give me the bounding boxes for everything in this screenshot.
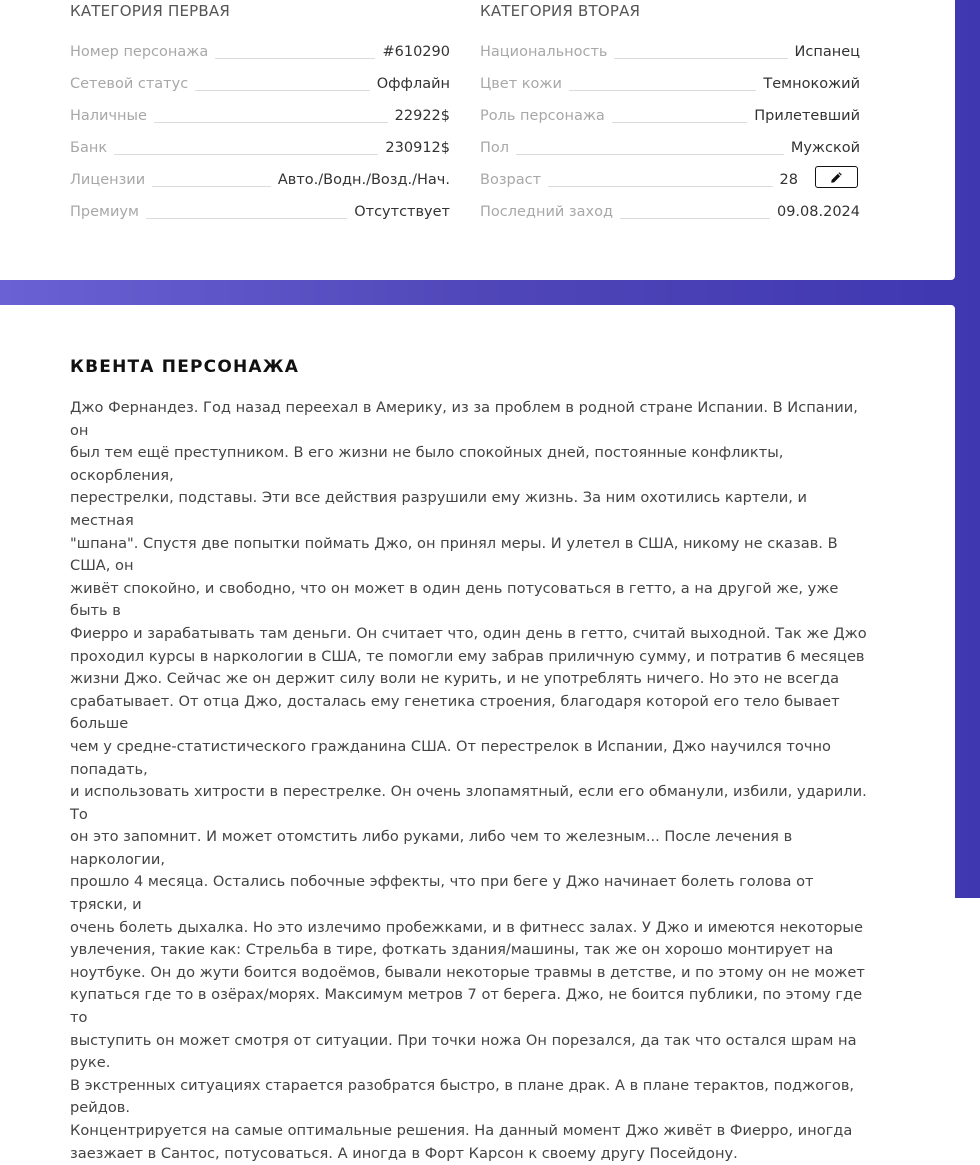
dotted-divider <box>612 121 747 123</box>
stat-row-network-status <box>70 70 450 92</box>
stat-value: 22922$ <box>394 108 450 124</box>
stat-label: Национальность <box>480 44 608 60</box>
dotted-divider <box>195 89 370 91</box>
stat-row-bank <box>70 134 450 156</box>
stats-card <box>0 0 955 280</box>
stat-value: Отсутствует <box>354 204 450 220</box>
stat-value: 28 <box>779 172 798 188</box>
dotted-divider <box>620 217 770 219</box>
lore-text: Джо Фернандез. Год назад переехал в Америку, из за проблем в родной стране Испании. В Испании, он был тем ещё преступником. В его жизни не было спокойных дней, постоянные конфликты, оскорбления, перестрелки, подставы. Эти все действия разрушили ему жизнь. За ним охотились картели, и местная "шпана". Спустя две попытки поймать Джо, он принял меры. И улетел в США, никому не сказав. В США, он живёт спокойно, и свободно, что он может в один день потусоваться в гетто, а на другой же, уже быть в Фиерро и зарабатывать там деньги. Он считает что, один день в гетто, считай выходной. Так же Джо проходил курсы в наркологии в США, те помогли ему забрав приличную сумму, и потратив 6 месяцев жизни Джо. Сейчас же он держит силу воли не курить, и не употреблять ничего. Но это не всегда срабатывает. От отца Джо, досталась ему генетика строения, благодаря которой его тело бывает больше чем у средне-статистического гражданина США. От перестрелок в Испании, Джо научился точно попадать, и использовать хитрости в перестрелке. Он очень злопамятный, если его обманули, избили, ударили. То он это запомнит. И может отомстить либо руками, либо чем то железным... После лечения в наркологии, прошло 4 месяца. Остались побочные эффекты, что при беге у Джо начинает болеть голова от тряски, и очень болеть дыхалка. Но это излечимо пробежками, и в фитнесс залах. У Джо и имеются некоторые увлечения, такие как: Стрельба в тире, фоткать здания/машины, так же он хорошо монтирует на ноутбуке. Он до жути боится водоёмов, бывали некоторые травмы в детстве, и по этому он не может купаться где то в озёрах/морях. Максимум метров 7 от берега. Джо, не боится публики, по этому где то выступить он может смотря от ситуации. При точки ножа Он порезался, да так что остался шрам на руке. В экстренных ситуациях старается разобратся быстро, в плане драк. А в плане терактов, поджогов, рейдов. Концентрируется на самые оптимальные решения. На данный момент Джо живёт в Фиерро, иногда заезжает в Сантос, потусоваться. А иногда в Форт Карсон к своему другу Посейдону. <box>70 399 867 1162</box>
stat-row-licenses <box>70 166 450 188</box>
stat-value: Темнокожий <box>763 76 860 92</box>
dotted-divider <box>548 185 773 187</box>
category-two-title: КАТЕГОРИЯ ВТОРАЯ <box>480 2 641 20</box>
stat-label: Возраст <box>480 172 542 188</box>
dotted-divider <box>516 153 784 155</box>
dotted-divider <box>614 57 787 59</box>
dotted-divider <box>569 89 756 91</box>
pencil-icon <box>830 171 843 184</box>
stat-label: Премиум <box>70 204 139 220</box>
stat-row-last-login <box>480 198 860 220</box>
stat-row-character-id <box>70 38 450 60</box>
stat-row-gender <box>480 134 860 156</box>
stat-value: Авто./Водн./Возд./Нач. <box>277 172 450 188</box>
stat-value: Мужской <box>790 140 860 156</box>
stat-row-premium <box>70 198 450 220</box>
stat-label: Банк <box>70 140 108 156</box>
dotted-divider <box>215 57 375 59</box>
stat-label: Наличные <box>70 108 147 124</box>
stat-value: Испанец <box>794 44 860 60</box>
category-one-title: КАТЕГОРИЯ ПЕРВАЯ <box>70 2 230 20</box>
stat-label: Номер персонажа <box>70 44 209 60</box>
stat-label: Лицензии <box>70 172 146 188</box>
dotted-divider <box>154 121 388 123</box>
stat-row-character-role <box>480 102 860 124</box>
stat-row-age <box>480 166 798 188</box>
dotted-divider <box>146 217 347 219</box>
stat-label: Последний заход <box>480 204 613 220</box>
stat-row-nationality <box>480 38 860 60</box>
stat-row-skin-color <box>480 70 860 92</box>
stat-value: #610290 <box>382 44 450 60</box>
stat-value: 230912$ <box>385 140 450 156</box>
edit-age-button[interactable] <box>815 166 858 188</box>
stat-label: Цвет кожи <box>480 76 562 92</box>
dotted-divider <box>152 185 271 187</box>
stat-value: Прилетевший <box>754 108 860 124</box>
lore-title: КВЕНТА ПЕРСОНАЖА <box>70 357 300 377</box>
stat-value: Оффлайн <box>376 76 450 92</box>
stat-label: Сетевой статус <box>70 76 189 92</box>
stat-label: Пол <box>480 140 510 156</box>
stat-row-cash <box>70 102 450 124</box>
stat-value: 09.08.2024 <box>776 204 860 220</box>
dotted-divider <box>114 153 378 155</box>
stat-label: Роль персонажа <box>480 108 605 124</box>
